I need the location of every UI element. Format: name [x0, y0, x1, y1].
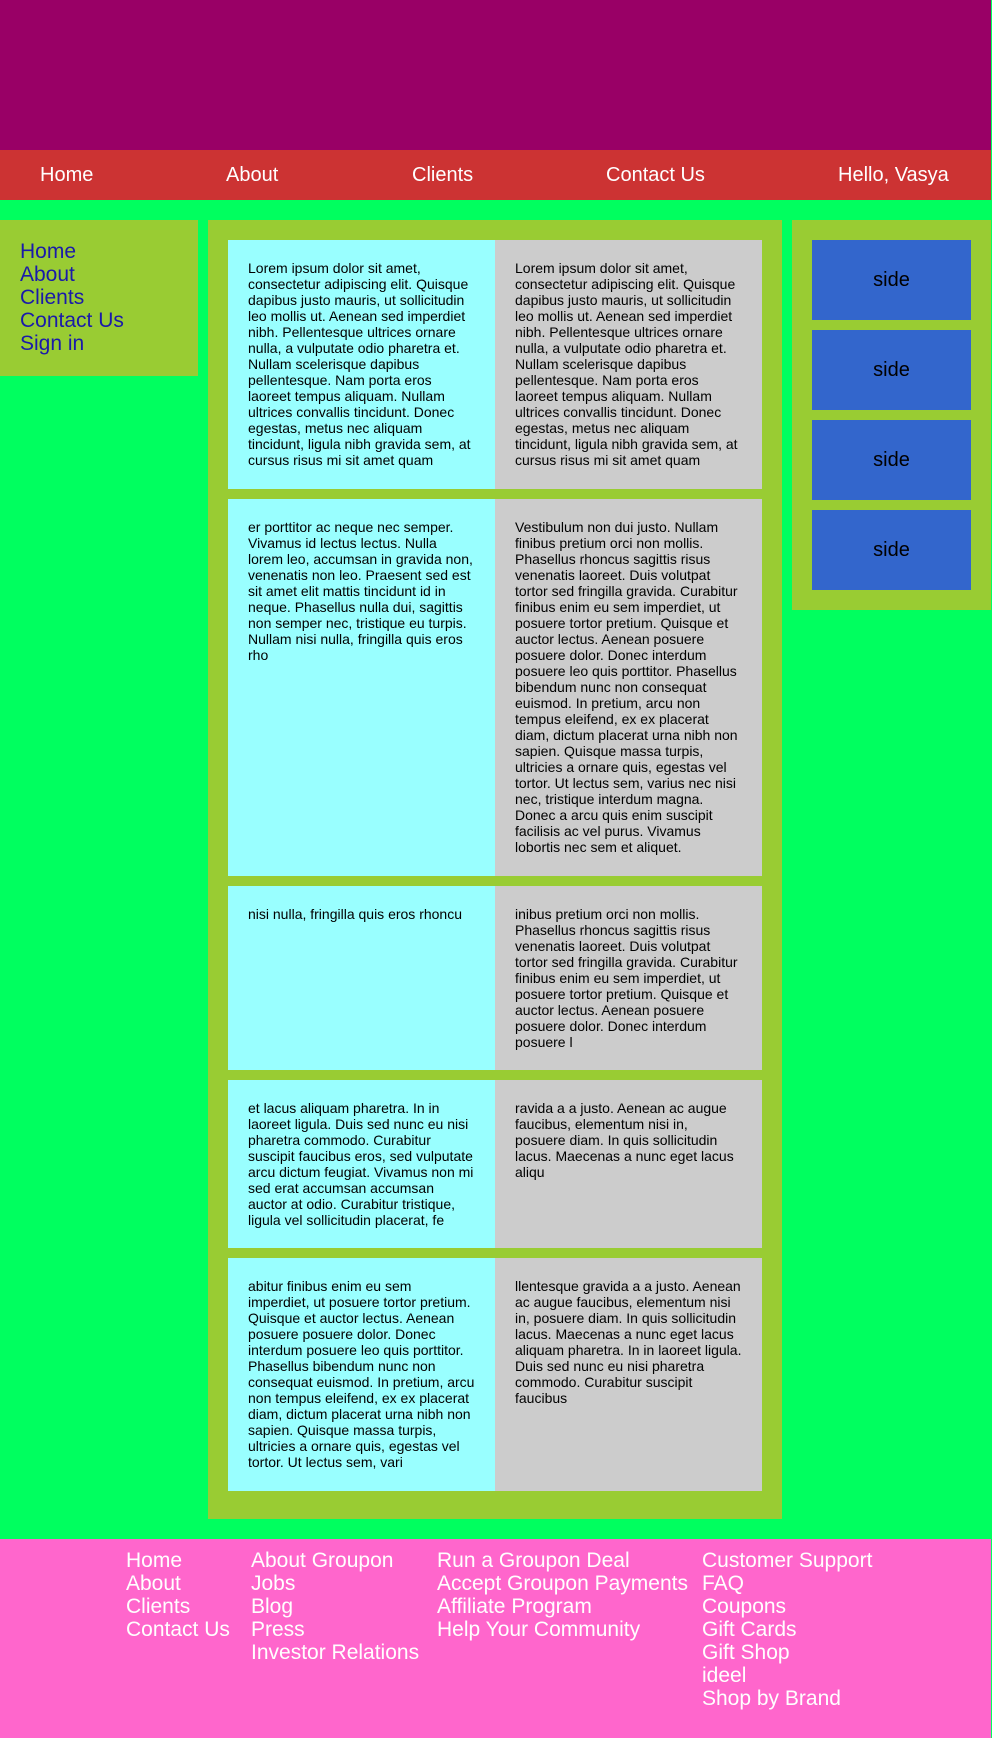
sidebar-link-home[interactable]: Home [20, 240, 77, 263]
content-cell-right: Lorem ipsum dolor sit amet, consectetur adipiscing elit. Quisque dapibus justo mauris, ut sollicitudin leo mollis ut. Aenean sed imperdiet nibh. Pellentesque ultrices ornare nulla, a vulputate odio pharetra et. Nullam scelerisque dapibus pellentesque. Nam porta eros laoreet tempus aliquam. Nullam ultrices convallis tincidunt. Donec egestas, metus nec aliquam tincidunt, ligula nibh gravida sem, at cursus risus mi sit amet quam [495, 240, 762, 489]
nav-contact-us[interactable]: Contact Us [606, 164, 705, 186]
right-sidebar [792, 220, 991, 610]
nav-about[interactable]: About [226, 164, 279, 186]
footer-link-blog[interactable]: Blog [251, 1595, 294, 1618]
content-row [228, 1258, 762, 1491]
footer-link-ideel[interactable]: ideel [702, 1664, 747, 1687]
sidebar-link-clients[interactable]: Clients [20, 286, 85, 309]
sidebar-link-about[interactable]: About [20, 263, 75, 286]
nav-home[interactable]: Home [40, 164, 94, 186]
content-cell-left: abitur finibus enim eu sem imperdiet, ut posuere tortor pretium. Quisque et auctor lectus. Aenean posuere posuere dolor. Donec interdum posuere leo quis porttitor. Phasellus bibendum nunc non consequat euismod. In pretium, arcu non tempus eleifend, ex ex placerat diam, dictum placerat urna nibh non sapien. Quisque massa turpis, ultricies a ornare quis, egestas vel tortor. Ut lectus sem, vari [228, 1258, 495, 1491]
top-nav [0, 150, 991, 200]
content-cell-right: inibus pretium orci non mollis. Phasellus rhoncus sagittis risus venenatis laoreet. Duis volutpat tortor sed fringilla gravida. Curabitur finibus enim eu sem imperdiet, ut posuere tortor pretium. Quisque et auctor lectus. Aenean posuere posuere dolor. Donec interdum posuere l [495, 886, 762, 1070]
footer-link-investor-relations[interactable]: Investor Relations [251, 1641, 420, 1664]
footer-link-press[interactable]: Press [251, 1618, 305, 1641]
footer-link-run-deal[interactable]: Run a Groupon Deal [437, 1549, 630, 1572]
side-box: side [812, 420, 971, 500]
content-cell-left: Lorem ipsum dolor sit amet, consectetur adipiscing elit. Quisque dapibus justo mauris, ut sollicitudin leo mollis ut. Aenean sed imperdiet nibh. Pellentesque ultrices ornare nulla, a vulputate odio pharetra et. Nullam scelerisque dapibus pellentesque. Nam porta eros laoreet tempus aliquam. Nullam ultrices convallis tincidunt. Donec egestas, metus nec aliquam tincidunt, ligula nibh gravida sem, at cursus risus mi sit amet quam [228, 240, 495, 489]
nav-clients[interactable]: Clients [412, 164, 474, 186]
footer-link-shop-by-brand[interactable]: Shop by Brand [702, 1687, 841, 1710]
content-row [228, 886, 762, 1070]
footer-link-customer-support[interactable]: Customer Support [702, 1549, 873, 1572]
side-box: side [812, 240, 971, 320]
footer-column-site [126, 1549, 230, 1641]
footer-link-home[interactable]: Home [126, 1549, 183, 1572]
footer-link-coupons[interactable]: Coupons [702, 1595, 787, 1618]
content-cell-right: ravida a a justo. Aenean ac augue faucibus, elementum nisi in, posuere diam. In quis sollicitudin lacus. Maecenas a nunc eget lacus aliqu [495, 1080, 762, 1248]
footer-link-affiliate-program[interactable]: Affiliate Program [437, 1595, 592, 1618]
content-row [228, 499, 762, 876]
side-box: side [812, 330, 971, 410]
footer-link-help-community[interactable]: Help Your Community [437, 1618, 641, 1641]
content-cell-right: llentesque gravida a a justo. Aenean ac augue faucibus, elementum nisi in, posuere diam. In quis sollicitudin lacus. Maecenas a nunc eget lacus aliquam pharetra. In in laoreet ligula. Duis sed nunc eu nisi pharetra commodo. Curabitur suscipit faucibus [495, 1258, 762, 1491]
footer-column-company [251, 1549, 419, 1664]
content-cell-left: er porttitor ac neque nec semper. Vivamus id lectus lectus. Nulla lorem leo, accumsan in gravida non, venenatis non leo. Praesent sed est sit amet elit mattis tincidunt id in neque. Phasellus nulla dui, sagittis non semper nec, tristique eu turpis. Nullam nisi nulla, fringilla quis eros rho [228, 499, 495, 876]
footer [0, 1539, 991, 1738]
content-cell-left: et lacus aliquam pharetra. In in laoreet ligula. Duis sed nunc eu nisi pharetra commodo. Curabitur suscipit faucibus eros, sed vulputate arcu dictum feugiat. Vivamus non mi sed erat accumsan accumsan auctor at odio. Curabitur tristique, ligula vel sollicitudin placerat, fe [228, 1080, 495, 1248]
footer-link-gift-cards[interactable]: Gift Cards [702, 1618, 797, 1641]
footer-link-accept-payments[interactable]: Accept Groupon Payments [437, 1572, 688, 1595]
content-row [228, 1080, 762, 1248]
footer-link-gift-shop[interactable]: Gift Shop [702, 1641, 790, 1664]
footer-column-business [437, 1549, 688, 1641]
sidebar-link-contact-us[interactable]: Contact Us [20, 309, 124, 332]
left-sidebar [0, 220, 198, 376]
footer-link-clients[interactable]: Clients [126, 1595, 191, 1618]
content-cell-right: Vestibulum non dui justo. Nullam finibus pretium orci non mollis. Phasellus rhoncus sagittis risus venenatis laoreet. Duis volutpat tortor sed fringilla gravida. Curabitur finibus enim eu sem imperdiet, ut posuere tortor pretium. Quisque et auctor lectus. Aenean posuere posuere dolor. Donec interdum posuere leo quis porttitor. Phasellus bibendum nunc non consequat euismod. In pretium, arcu non tempus eleifend, ex ex placerat diam, dictum placerat urna nibh non sapien. Quisque massa turpis, ultricies a ornare quis, egestas vel tortor. Ut lectus sem, varius nec nisi nec, tristique interdum magna. Donec a arcu quis enim suscipit facilisis ac vel purus. Vivamus lobortis nec sem et aliquet. [495, 499, 762, 876]
sidebar-link-sign-in[interactable]: Sign in [20, 332, 85, 355]
content-cell-left: nisi nulla, fringilla quis eros rhoncu [228, 886, 495, 1070]
footer-link-contact-us[interactable]: Contact Us [126, 1618, 230, 1641]
main-content [208, 220, 782, 1519]
nav-user-greeting[interactable]: Hello, Vasya [838, 164, 949, 186]
footer-link-about-groupon[interactable]: About Groupon [251, 1549, 394, 1572]
header-banner [0, 0, 991, 150]
footer-column-support [702, 1549, 872, 1710]
footer-link-jobs[interactable]: Jobs [251, 1572, 296, 1595]
side-box: side [812, 510, 971, 590]
footer-link-about[interactable]: About [126, 1572, 181, 1595]
content-row [228, 240, 762, 489]
footer-link-faq[interactable]: FAQ [702, 1572, 745, 1595]
